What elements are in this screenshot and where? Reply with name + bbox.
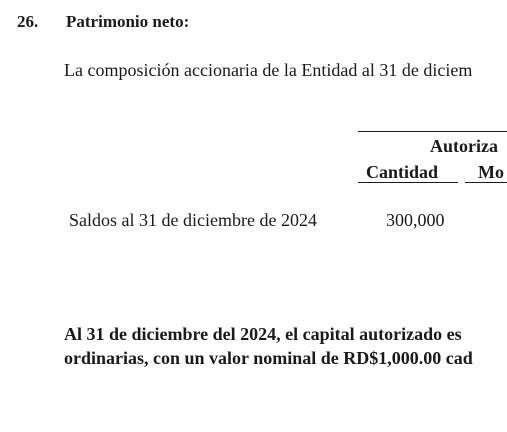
- row-label: Saldos al 31 de diciembre de 2024: [69, 210, 317, 230]
- table-group-header: Autoriza: [430, 136, 498, 156]
- note-line-1: Al 31 de diciembre del 2024, el capital autorizado es: [64, 324, 462, 344]
- section-title: Patrimonio neto:: [66, 12, 190, 31]
- column-header-monto: Mo: [478, 162, 504, 182]
- group-header-rule: [358, 131, 507, 132]
- note-line-2: ordinarias, con un valor nominal de RD$1,000.00 cad: [64, 348, 473, 368]
- section-number: 26.: [17, 12, 39, 31]
- column-header-rule-cantidad: [358, 182, 458, 183]
- column-header-cantidad: Cantidad: [366, 162, 439, 182]
- row-cantidad-value: 300,000: [386, 210, 445, 230]
- intro-paragraph: La composición accionaria de la Entidad al 31 de diciem: [64, 60, 473, 80]
- column-header-rule-monto: [465, 182, 507, 183]
